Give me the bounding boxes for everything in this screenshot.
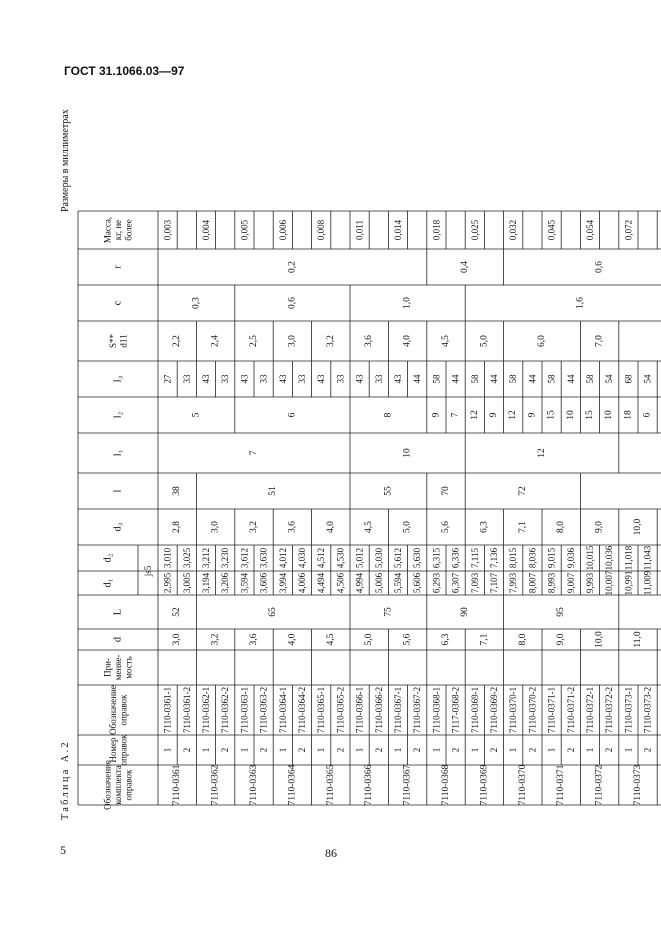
cell-desig: 7110-0367-2 bbox=[412, 686, 423, 734]
cell-desig: 7110-0361-1 bbox=[162, 686, 173, 734]
cell-desig: 7110-0362-1 bbox=[201, 686, 211, 734]
header-kit: Обозначение bbox=[102, 760, 113, 810]
cell-d2: 3,612 bbox=[239, 547, 250, 569]
cell-d1: 6,293 bbox=[431, 572, 442, 594]
cell-d: 8,0 bbox=[517, 633, 528, 646]
cell-desig: 7110-0365-2 bbox=[335, 686, 346, 734]
cell-kit: 7110-0372 bbox=[594, 764, 605, 806]
cell-S: 3,2 bbox=[325, 335, 336, 347]
cell-l3: 44 bbox=[527, 374, 538, 384]
cell-L: 52 bbox=[172, 607, 183, 617]
cell-d3: 10,0 bbox=[633, 518, 643, 536]
cell-kit: 7110-0369 bbox=[479, 764, 490, 806]
cell-num: 2 bbox=[412, 747, 423, 753]
cell-l3: 43 bbox=[393, 374, 403, 384]
cell-d1: 11,009 bbox=[642, 570, 653, 596]
cell-l1: 10 bbox=[402, 448, 413, 458]
cell-kit: 7110-0367 bbox=[402, 764, 413, 806]
cell-d2: 3,025 bbox=[181, 547, 192, 569]
cell-d1: 3,994 bbox=[277, 572, 288, 594]
cell-L: 75 bbox=[383, 607, 394, 617]
cell-d3: 3,2 bbox=[249, 521, 259, 533]
header-appl: мость bbox=[123, 656, 134, 679]
cell-l3: 68 bbox=[623, 374, 634, 384]
cell-d1: 4,494 bbox=[316, 572, 327, 594]
cell-d3: 6,3 bbox=[479, 521, 490, 533]
cell-c: 0,3 bbox=[191, 297, 202, 309]
cell-desig: 7110-0363-1 bbox=[239, 686, 250, 734]
cell-l3: 43 bbox=[354, 374, 365, 384]
header-S: d11 bbox=[118, 334, 129, 348]
cell-d1: 4,506 bbox=[335, 572, 346, 594]
cell-S: 2,2 bbox=[172, 335, 183, 347]
cell-l3: 43 bbox=[316, 374, 327, 384]
side-marker: 5 bbox=[60, 843, 66, 857]
cell-mass: 0,008 bbox=[316, 219, 327, 241]
cell-l: 70 bbox=[441, 486, 451, 496]
cell-l3: 33 bbox=[258, 374, 269, 384]
header-r: r bbox=[112, 265, 124, 269]
cell-d1: 5,594 bbox=[393, 572, 403, 594]
cell-d: 4,5 bbox=[325, 633, 336, 646]
cell-d2: 3,212 bbox=[201, 547, 211, 569]
cell-d2: 3,010 bbox=[162, 547, 173, 569]
cell-d1: 7,093 bbox=[469, 572, 480, 594]
cell-S: 3,6 bbox=[364, 335, 375, 347]
cell-S: 7,0 bbox=[594, 335, 605, 347]
cell-mass: 0,018 bbox=[431, 219, 442, 241]
cell-S: 4,0 bbox=[402, 335, 413, 347]
cell-S: 6,0 bbox=[537, 335, 547, 347]
cell-d2: 10,015 bbox=[585, 545, 595, 571]
cell-num: 1 bbox=[316, 747, 327, 753]
cell-l3: 58 bbox=[469, 374, 480, 384]
cell-desig: 7110-0370-2 bbox=[527, 686, 538, 734]
cell-l: 72 bbox=[517, 486, 528, 496]
cell-d2: 9,036 bbox=[565, 547, 576, 569]
cell-desig: 7110-0373-2 bbox=[642, 686, 653, 734]
header-num: Номер bbox=[107, 737, 118, 763]
cell-desig: 7110-0369-1 bbox=[469, 686, 480, 734]
cell-S: 3,0 bbox=[287, 335, 298, 347]
cell-desig: 7110-0361-2 bbox=[181, 686, 192, 734]
table-a2 bbox=[75, 105, 653, 810]
cell-l2: 10 bbox=[565, 410, 576, 420]
cell-desig: 7110-0368-1 bbox=[431, 686, 442, 734]
cell-l2: 6 bbox=[287, 412, 298, 418]
cell-d2: 4,012 bbox=[277, 547, 288, 569]
cell-num: 1 bbox=[201, 747, 211, 753]
cell-mass: 0,003 bbox=[162, 219, 173, 241]
cell-kit: 7110-0371 bbox=[556, 764, 567, 806]
cell-l3: 33 bbox=[181, 374, 192, 384]
cell-l: 55 bbox=[383, 486, 394, 496]
cell-d2: 11,018 bbox=[623, 545, 634, 571]
cell-l3: 58 bbox=[508, 374, 519, 384]
cell-L: 90 bbox=[460, 607, 471, 617]
cell-r: 0,4 bbox=[460, 261, 471, 273]
cell-d2: 6,315 bbox=[431, 547, 442, 569]
cell-l3: 44 bbox=[489, 374, 499, 384]
cell-l3: 33 bbox=[297, 374, 307, 384]
cell-d2: 5,612 bbox=[393, 547, 403, 569]
cell-l3: 58 bbox=[585, 374, 595, 384]
cell-l3: 27 bbox=[162, 374, 173, 384]
cell-num: 2 bbox=[450, 747, 461, 753]
cell-mass: 0,014 bbox=[393, 219, 403, 241]
cell-d2: 11,043 bbox=[642, 545, 653, 571]
cell-d1: 3,606 bbox=[258, 572, 269, 594]
cell-d3: 9,0 bbox=[594, 521, 605, 533]
cell-desig: 7110-0373-1 bbox=[623, 686, 634, 734]
header-l1: l₁ bbox=[112, 449, 124, 457]
cell-kit: 7110-0366 bbox=[364, 764, 375, 806]
cell-d2: 5,630 bbox=[412, 547, 423, 569]
cell-l: 38 bbox=[172, 486, 183, 496]
cell-d: 4,0 bbox=[287, 633, 298, 646]
cell-kit: 7110-0365 bbox=[325, 764, 336, 806]
header-l2: l₂ bbox=[112, 411, 124, 419]
cell-d1: 5,606 bbox=[412, 572, 423, 594]
header-S: S** bbox=[107, 333, 118, 349]
cell-l3: 33 bbox=[335, 374, 346, 384]
cell-desig: 7117-0368-2 bbox=[450, 686, 461, 734]
cell-l2: 9 bbox=[527, 412, 538, 418]
header-d: d bbox=[112, 636, 124, 643]
cell-l2: 12 bbox=[469, 410, 480, 420]
cell-num: 1 bbox=[585, 747, 595, 753]
header-d2: d₂ bbox=[102, 553, 114, 563]
cell-d1: 3,206 bbox=[220, 572, 231, 594]
cell-num: 1 bbox=[393, 747, 403, 753]
header-d1: d₁ bbox=[102, 578, 114, 588]
cell-num: 2 bbox=[220, 747, 231, 753]
cell-num: 2 bbox=[181, 747, 192, 753]
header-appl: При- bbox=[102, 658, 113, 677]
cell-c: 1,6 bbox=[575, 297, 586, 309]
cell-d: 3,6 bbox=[249, 633, 259, 646]
cell-num: 1 bbox=[277, 747, 288, 753]
cell-desig: 7110-0372-1 bbox=[585, 686, 595, 734]
cell-d1: 3,194 bbox=[201, 572, 211, 594]
header-appl: меняе- bbox=[113, 654, 123, 681]
cell-desig: 7110-0363-2 bbox=[258, 686, 269, 734]
units-note: Размеры в миллиметрах bbox=[60, 109, 71, 212]
cell-l2: 12 bbox=[508, 410, 519, 420]
cell-d3: 5,0 bbox=[402, 521, 413, 533]
cell-l3: 44 bbox=[565, 374, 576, 384]
cell-l2: 18 bbox=[623, 410, 634, 420]
cell-S: 5,0 bbox=[479, 335, 490, 347]
header-js5: js5 bbox=[143, 565, 153, 577]
cell-d1: 9,993 bbox=[585, 572, 595, 594]
cell-d2: 5,030 bbox=[373, 547, 384, 569]
cell-desig: 7110-0371-2 bbox=[565, 686, 576, 734]
cell-num: 1 bbox=[546, 747, 557, 753]
cell-l3: 44 bbox=[450, 374, 461, 384]
cell-desig: 7110-0366-2 bbox=[373, 686, 384, 734]
cell-d1: 8,993 bbox=[546, 572, 557, 594]
cell-l2: 15 bbox=[546, 410, 557, 420]
cell-num: 1 bbox=[469, 747, 480, 753]
cell-d1: 7,993 bbox=[508, 572, 519, 594]
header-mass: Масса, bbox=[102, 216, 113, 244]
cell-kit: 7110-0370 bbox=[517, 764, 528, 806]
cell-d2: 10,036 bbox=[604, 545, 615, 571]
cell-d1: 9,007 bbox=[565, 572, 576, 594]
cell-d2: 4,530 bbox=[335, 547, 346, 569]
cell-l2: 9 bbox=[431, 412, 442, 418]
cell-d2: 3,630 bbox=[258, 547, 269, 569]
cell-mass: 0,054 bbox=[585, 219, 595, 241]
cell-l2: 6 bbox=[642, 412, 653, 418]
cell-d3: 2,8 bbox=[172, 521, 183, 533]
cell-r: 0,2 bbox=[287, 261, 298, 273]
cell-num: 2 bbox=[297, 747, 307, 753]
header-L: L bbox=[112, 608, 124, 616]
header-desig: оправок bbox=[118, 694, 129, 726]
cell-c: 0,6 bbox=[287, 297, 298, 309]
cell-desig: 7110-0362-2 bbox=[220, 686, 231, 734]
cell-l2: 7 bbox=[450, 412, 461, 418]
cell-d2: 8,015 bbox=[508, 547, 519, 569]
cell-d3: 4,5 bbox=[364, 521, 375, 533]
cell-d: 3,2 bbox=[210, 633, 221, 646]
cell-d1: 5,006 bbox=[373, 572, 384, 594]
cell-desig: 7110-0364-1 bbox=[277, 686, 288, 734]
cell-kit: 7110-0361 bbox=[172, 764, 183, 806]
cell-d1: 7,107 bbox=[489, 572, 499, 594]
cell-num: 1 bbox=[508, 747, 519, 753]
cell-l3: 44 bbox=[412, 374, 423, 384]
header-l3: l₃ bbox=[112, 375, 124, 383]
cell-d2: 3,230 bbox=[220, 547, 231, 569]
cell-desig: 7110-0371-1 bbox=[546, 686, 557, 734]
cell-l2: 5 bbox=[191, 412, 202, 418]
page-number: 86 bbox=[325, 846, 337, 860]
cell-l3: 43 bbox=[239, 374, 250, 384]
cell-d1: 2,995 bbox=[162, 572, 173, 594]
cell-l3: 54 bbox=[642, 374, 653, 384]
cell-r: 0,6 bbox=[594, 261, 605, 273]
document-title: ГОСТ 31.1066.03—97 bbox=[64, 64, 185, 78]
cell-d2: 9,015 bbox=[546, 547, 557, 569]
cell-d3: 3,0 bbox=[210, 521, 221, 533]
cell-l3: 43 bbox=[201, 374, 211, 384]
cell-d2: 8,036 bbox=[527, 547, 538, 569]
cell-num: 1 bbox=[162, 747, 173, 753]
cell-num: 2 bbox=[565, 747, 576, 753]
cell-num: 1 bbox=[431, 747, 442, 753]
cell-kit: 7110-0363 bbox=[249, 764, 259, 806]
header-kit: оправок bbox=[123, 769, 134, 801]
cell-c: 1,0 bbox=[402, 297, 413, 309]
header-desig: Обозначение bbox=[107, 685, 118, 735]
cell-l2: 10 bbox=[604, 410, 615, 420]
cell-num: 2 bbox=[642, 747, 653, 753]
cell-num: 1 bbox=[623, 747, 634, 753]
cell-l3: 54 bbox=[604, 374, 615, 384]
cell-mass: 0,011 bbox=[354, 220, 365, 240]
cell-d1: 4,994 bbox=[354, 572, 365, 594]
cell-d1: 3,005 bbox=[181, 572, 192, 594]
cell-L: 95 bbox=[556, 607, 567, 617]
cell-d: 5,0 bbox=[364, 633, 375, 646]
cell-mass: 0,032 bbox=[508, 219, 519, 241]
cell-d2: 7,136 bbox=[489, 547, 499, 569]
cell-l3: 58 bbox=[546, 374, 557, 384]
cell-mass: 0,045 bbox=[546, 219, 557, 241]
cell-d1: 10,007 bbox=[604, 570, 615, 596]
cell-desig: 7110-0365-1 bbox=[316, 686, 327, 734]
cell-l3: 33 bbox=[373, 374, 384, 384]
cell-desig: 7110-0364-2 bbox=[297, 686, 307, 734]
cell-S: 4,5 bbox=[441, 335, 451, 347]
header-kit: комплекта bbox=[113, 765, 123, 805]
cell-d3: 8,0 bbox=[556, 521, 567, 533]
cell-d1: 8,007 bbox=[527, 572, 538, 594]
header-num: оправок bbox=[118, 734, 129, 766]
cell-kit: 7110-0368 bbox=[441, 764, 451, 806]
cell-d3: 7,1 bbox=[517, 521, 528, 533]
cell-d: 10,0 bbox=[594, 631, 605, 648]
cell-l3: 43 bbox=[277, 374, 288, 384]
cell-d1: 6,307 bbox=[450, 572, 461, 594]
cell-d2: 4,030 bbox=[297, 547, 307, 569]
cell-l1: 7 bbox=[249, 450, 259, 456]
cell-d2: 7,115 bbox=[469, 548, 480, 568]
cell-num: 2 bbox=[373, 747, 384, 753]
cell-d2: 4,512 bbox=[316, 547, 327, 569]
header-mass: кг, не bbox=[113, 219, 123, 241]
cell-d2: 6,336 bbox=[450, 547, 461, 569]
cell-d3: 4,0 bbox=[325, 521, 336, 533]
cell-kit: 7110-0362 bbox=[210, 764, 221, 806]
header-mass: более bbox=[123, 219, 134, 241]
cell-desig: 7110-0366-1 bbox=[354, 686, 365, 734]
cell-L: 65 bbox=[268, 607, 279, 617]
table-caption: Таблица А.2 bbox=[60, 740, 71, 820]
cell-desig: 7110-0370-1 bbox=[508, 686, 519, 734]
cell-l: 51 bbox=[268, 486, 279, 496]
cell-num: 2 bbox=[258, 747, 269, 753]
cell-num: 2 bbox=[604, 747, 615, 753]
cell-d: 3,0 bbox=[172, 633, 183, 646]
cell-d: 6,3 bbox=[441, 633, 451, 646]
cell-d3: 5,6 bbox=[441, 521, 451, 533]
header-c: c bbox=[112, 300, 124, 306]
cell-desig: 7110-0372-2 bbox=[604, 686, 615, 734]
cell-num: 2 bbox=[335, 747, 346, 753]
cell-d2: 5,012 bbox=[354, 547, 365, 569]
cell-num: 2 bbox=[527, 747, 538, 753]
cell-d: 11,0 bbox=[633, 631, 643, 648]
cell-d: 9,0 bbox=[556, 633, 567, 646]
cell-desig: 7110-0367-1 bbox=[393, 686, 403, 734]
cell-l3: 58 bbox=[431, 374, 442, 384]
cell-num: 1 bbox=[354, 747, 365, 753]
cell-S: 2,5 bbox=[249, 335, 259, 347]
cell-mass: 0,004 bbox=[201, 219, 211, 241]
cell-kit: 7110-0364 bbox=[287, 764, 298, 806]
cell-d1: 10,991 bbox=[623, 570, 634, 596]
cell-d: 5,6 bbox=[402, 633, 413, 646]
cell-desig: 7110-0369-2 bbox=[489, 686, 499, 734]
cell-l1: 12 bbox=[537, 448, 547, 458]
cell-mass: 0,005 bbox=[239, 219, 250, 241]
cell-d1: 3,594 bbox=[239, 572, 250, 594]
header-d3: d₃ bbox=[112, 522, 124, 532]
cell-kit: 7110-0373 bbox=[633, 764, 643, 806]
cell-d: 7,1 bbox=[479, 633, 490, 646]
header-l: l bbox=[112, 489, 124, 493]
cell-mass: 0,072 bbox=[623, 219, 634, 241]
cell-d1: 4,006 bbox=[297, 572, 307, 594]
cell-l2: 9 bbox=[489, 412, 499, 418]
cell-d3: 3,6 bbox=[287, 521, 298, 533]
cell-l2: 15 bbox=[585, 410, 595, 420]
cell-l2: 8 bbox=[383, 412, 394, 418]
cell-l3: 33 bbox=[220, 374, 231, 384]
cell-num: 2 bbox=[489, 747, 499, 753]
cell-num: 1 bbox=[239, 747, 250, 753]
cell-mass: 0,025 bbox=[469, 219, 480, 241]
cell-mass: 0,006 bbox=[277, 219, 288, 241]
cell-S: 2,4 bbox=[210, 335, 221, 347]
table-grid bbox=[75, 105, 653, 810]
